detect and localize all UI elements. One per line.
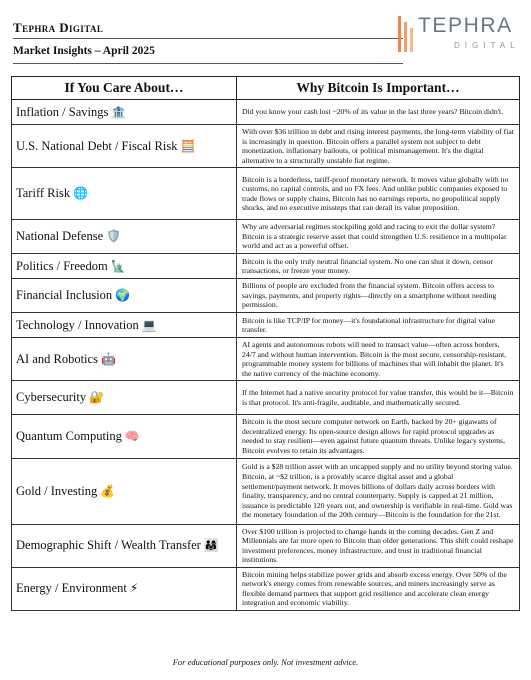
table-row: [12, 279, 520, 313]
column-header-reason: Why Bitcoin Is Important…: [237, 77, 520, 100]
topic-label: Financial Inclusion: [16, 288, 113, 303]
topic-emoji-icon: 🌐: [73, 186, 89, 201]
reason-cell: Bitcoin mining helps stabilize power grids and absorb excess energy. Over 50% of the network's energy comes from renewable sources, and miners increasingly serve as flexible demand partners that support grid resilience and accelerate clean energy integration and economic viability.: [237, 567, 520, 610]
topic-emoji-icon: 🧮: [180, 138, 196, 153]
reason-cell: Gold is a $28 trillion asset with an uncapped supply and no utility beyond storing value. Bitcoin, at ~$2 trillion, is a provably scarce digital asset and a global settlement/payment network. It moves billions of dollars daily across borders with finality, transparency, and no central counterparty. Supply is capped at 21 million, issuance is predictable 120 years out, and ownership is verifiable in real-time. Gold was the monetary foundation of the 20th century—Bitcoin is the foundation for the 21st.: [237, 458, 520, 524]
reason-cell: Did you know your cash lost ~20% of its value in the last three years? Bitcoin didn't.: [237, 100, 520, 125]
tephra-logo: [396, 10, 518, 58]
topic-label: Inflation / Savings: [16, 104, 109, 119]
topic-cell: [12, 381, 237, 415]
header-divider-bottom: [13, 63, 403, 64]
reason-cell: Bitcoin is the only truly neutral financial system. No one can shut it down, censor transactions, or freeze your money.: [237, 254, 520, 279]
table-row: [12, 567, 520, 610]
reason-cell: With over $36 trillion in debt and rising interest payments, the long-term viability of fiat is increasingly in question. Bitcoin offers a parallel system not subject to debt monetization, inflationary bailouts, or political mismanagement. It's the digital alternative to a structurally unstable fiat regime.: [237, 125, 520, 168]
topic-cell: [12, 254, 237, 279]
topic-cell: [12, 100, 237, 125]
page-header: [13, 10, 518, 66]
reason-cell: Why are adversarial regimes stockpiling gold and racing to exit the dollar system? Bitcoin is a strategic reserve asset that could strengthen U.S. resilience in a multipolar world and act as a powerful offset.: [237, 220, 520, 254]
brand-name: Tephra Digital: [13, 20, 104, 35]
topic-emoji-icon: 💻: [141, 317, 157, 332]
topic-emoji-icon: 👨‍👩‍👧: [203, 538, 219, 553]
topic-label: Energy / Environment: [16, 581, 127, 596]
topic-label: U.S. National Debt / Fiscal Risk: [16, 138, 178, 153]
table-row: [12, 168, 520, 220]
topic-label: Demographic Shift / Wealth Transfer: [16, 538, 201, 553]
topic-label: AI and Robotics: [16, 351, 98, 366]
topic-emoji-icon: 🗽: [110, 258, 126, 273]
table-row: [12, 381, 520, 415]
logo-subword: DIGITAL: [454, 41, 520, 50]
topic-cell: [12, 168, 237, 220]
topic-label: Quantum Computing: [16, 428, 122, 443]
table-row: [12, 313, 520, 338]
topic-emoji-icon: ⚡: [129, 581, 139, 596]
table-row: [12, 524, 520, 567]
table-row: [12, 415, 520, 458]
table-row: [12, 254, 520, 279]
topic-cell: [12, 458, 237, 524]
topic-label: Technology / Innovation: [16, 317, 139, 332]
topic-cell: [12, 524, 237, 567]
page-subtitle: Market Insights – April 2025: [13, 45, 155, 57]
table-row: [12, 100, 520, 125]
topic-label: Cybersecurity: [16, 390, 87, 405]
logo-bars-icon: [396, 14, 416, 54]
table-row: [12, 458, 520, 524]
table-row: [12, 220, 520, 254]
topic-cell: [12, 313, 237, 338]
topic-emoji-icon: 💰: [100, 483, 116, 498]
table-header-row: [12, 77, 520, 100]
disclaimer-footer: For educational purposes only. Not investment advice.: [172, 657, 359, 667]
topic-emoji-icon: 🌍: [115, 288, 131, 303]
reason-cell: Bitcoin is like TCP/IP for money—it's foundational infrastructure for digital value transfer.: [237, 313, 520, 338]
header-divider-top: [13, 38, 403, 39]
topic-label: National Defense: [16, 229, 104, 244]
topic-cell: [12, 220, 237, 254]
topic-cell: [12, 338, 237, 381]
topic-cell: [12, 415, 237, 458]
table-row: [12, 338, 520, 381]
topic-emoji-icon: 🧠: [124, 428, 140, 443]
reason-cell: Over $100 trillion is projected to change hands in the coming decades. Gen Z and Millennials are far more open to Bitcoin than older generations. This shift could reshape investment preferences, money infrastructure, and trust in traditional financial institutions.: [237, 524, 520, 567]
topic-label: Gold / Investing: [16, 483, 98, 498]
column-header-topic: If You Care About…: [12, 77, 237, 100]
topic-label: Politics / Freedom: [16, 258, 108, 273]
reason-cell: If the Internet had a native security protocol for value transfer, this would be it—Bitcoin is that protocol. It's anti-fragile, auditable, and mathematically secured.: [237, 381, 520, 415]
topic-cell: [12, 567, 237, 610]
reason-cell: Bitcoin is a borderless, tariff-proof monetary network. It moves value globally with no customs, no capital controls, and no FX fees. And unlike public companies exposed to trade flows or supply chains, Bitcoin has no earnings reports, no geopolitical supply shocks, and no executive missteps that can derail its value proposition.: [237, 168, 520, 220]
topic-cell: [12, 279, 237, 313]
reason-cell: Billions of people are excluded from the financial system. Bitcoin offers access to savings, payments, and property rights—directly on a smartphone without needing permission.: [237, 279, 520, 313]
topic-emoji-icon: 🏦: [111, 104, 127, 119]
table-row: [12, 125, 520, 168]
topic-emoji-icon: 🤖: [100, 351, 116, 366]
topic-emoji-icon: 🛡️: [106, 229, 122, 244]
reason-cell: AI agents and autonomous robots will need to transact value—often across borders, 24/7 and without human intervention. Bitcoin is the most secure, censorship-resistant, programmable money system for billions of machines that will inhabit the planet. It's the native currency of the machine economy.: [237, 338, 520, 381]
bitcoin-importance-table: [11, 76, 520, 611]
topic-cell: [12, 125, 237, 168]
logo-wordmark: TEPHRA: [418, 14, 513, 37]
topic-emoji-icon: 🔐: [89, 390, 105, 405]
reason-cell: Bitcoin is the most secure computer network on Earth, backed by 20+ gigawatts of decentralized energy. Its open-source design allows for rapid protocol upgrades as needed to stay resilient—even against future quantum threats. Unlike legacy systems, Bitcoin evolves to retain its advantages.: [237, 415, 520, 458]
topic-label: Tariff Risk: [16, 186, 71, 201]
